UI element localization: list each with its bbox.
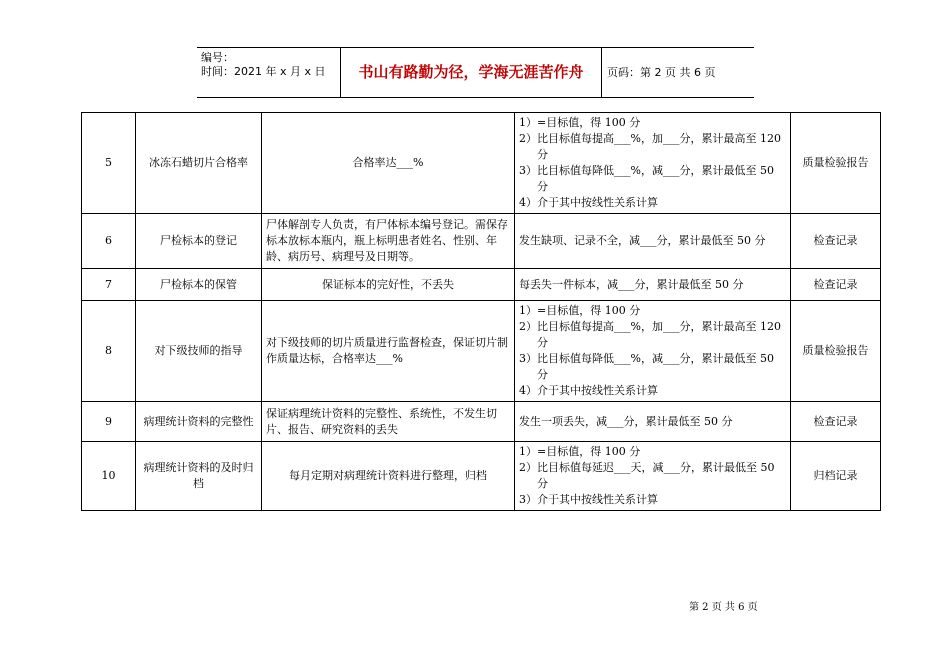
evaluation-standard: 合格率达___% bbox=[262, 113, 515, 214]
table-row bbox=[82, 113, 881, 214]
row-number: 6 bbox=[82, 214, 136, 269]
header-divider bbox=[601, 48, 602, 97]
scoring-rule-line: 1）=目标值，得 100 分 bbox=[519, 304, 641, 317]
indicator-name: 病理统计资料的完整性 bbox=[136, 402, 262, 442]
scoring-rule-line: 发生一项丢失，减___分，累计最低至 50 分 bbox=[519, 414, 733, 428]
scoring-rule-line: 2）比目标值每提高___%，加___分，累计最高至 120 分 bbox=[519, 320, 781, 349]
scoring-rules bbox=[515, 442, 791, 511]
data-source: 检查记录 bbox=[791, 269, 881, 301]
table-row bbox=[82, 442, 881, 511]
data-source: 检查记录 bbox=[791, 214, 881, 269]
header-meta bbox=[201, 51, 339, 79]
evaluation-table-body bbox=[82, 113, 881, 511]
scoring-rule-line: 4）介于其中按线性关系计算 bbox=[519, 196, 658, 209]
indicator-name: 冰冻石蜡切片合格率 bbox=[136, 113, 262, 214]
data-source: 质量检验报告 bbox=[791, 301, 881, 402]
scoring-rule-line: 1）=目标值，得 100 分 bbox=[519, 116, 641, 129]
evaluation-standard: 保证病理统计资料的完整性、系统性，不发生切片、报告、研究资料的丢失 bbox=[262, 402, 515, 442]
scoring-rules bbox=[515, 113, 791, 214]
document-date: 时间：2021 年 x 月 x 日 bbox=[201, 65, 326, 78]
scoring-rule-line: 2）比目标值每延迟___天，减___分，累计最低至 50 分 bbox=[519, 461, 775, 490]
header-motto: 书山有路勤为径，学海无涯苦作舟 bbox=[358, 63, 584, 81]
indicator-name: 尸检标本的保管 bbox=[136, 269, 262, 301]
scoring-rule-line: 3）比目标值每降低___%，减___分，累计最低至 50 分 bbox=[519, 164, 774, 193]
evaluation-standard: 保证标本的完好性，不丢失 bbox=[262, 269, 515, 301]
scoring-rule-line: 1）=目标值，得 100 分 bbox=[519, 445, 641, 458]
header-page-info: 页码：第 2 页 共 6 页 bbox=[607, 66, 716, 79]
scoring-rules bbox=[515, 269, 791, 301]
document-number-label: 编号： bbox=[201, 51, 234, 64]
row-number: 8 bbox=[82, 301, 136, 402]
data-source: 归档记录 bbox=[791, 442, 881, 511]
data-source: 检查记录 bbox=[791, 402, 881, 442]
indicator-name: 病理统计资料的及时归档 bbox=[136, 442, 262, 511]
scoring-rule-line: 3）比目标值每降低___%，减___分，累计最低至 50 分 bbox=[519, 352, 774, 381]
evaluation-table bbox=[81, 112, 881, 511]
row-number: 9 bbox=[82, 402, 136, 442]
scoring-rules bbox=[515, 402, 791, 442]
scoring-rule-line: 发生缺项、记录不全，减___分，累计最低至 50 分 bbox=[519, 234, 766, 247]
table-row bbox=[82, 402, 881, 442]
footer-page-number: 第 2 页 共 6 页 bbox=[689, 602, 758, 613]
data-source: 质量检验报告 bbox=[791, 113, 881, 214]
page-header bbox=[197, 47, 754, 98]
row-number: 10 bbox=[82, 442, 136, 511]
table-row bbox=[82, 214, 881, 269]
scoring-rule-line: 每丢失一件标本，减___分，累计最低至 50 分 bbox=[519, 277, 744, 291]
row-number: 5 bbox=[82, 113, 136, 214]
scoring-rule-line: 3）介于其中按线性关系计算 bbox=[519, 493, 658, 506]
table-row bbox=[82, 301, 881, 402]
scoring-rules bbox=[515, 214, 791, 269]
evaluation-standard: 对下级技师的切片质量进行监督检查，保证切片制作质量达标，合格率达___% bbox=[262, 301, 515, 402]
indicator-name: 对下级技师的指导 bbox=[136, 301, 262, 402]
evaluation-standard: 尸体解剖专人负责，有尸体标本编号登记。需保存标本放标本瓶内，瓶上标明患者姓名、性别、年龄、病历号、病理号及日期等。 bbox=[262, 214, 515, 269]
evaluation-standard: 每月定期对病理统计资料进行整理，归档 bbox=[262, 442, 515, 511]
scoring-rules bbox=[515, 301, 791, 402]
row-number: 7 bbox=[82, 269, 136, 301]
scoring-rule-line: 4）介于其中按线性关系计算 bbox=[519, 384, 658, 397]
indicator-name: 尸检标本的登记 bbox=[136, 214, 262, 269]
table-row bbox=[82, 269, 881, 301]
scoring-rule-line: 2）比目标值每提高___%，加___分，累计最高至 120 分 bbox=[519, 132, 781, 161]
